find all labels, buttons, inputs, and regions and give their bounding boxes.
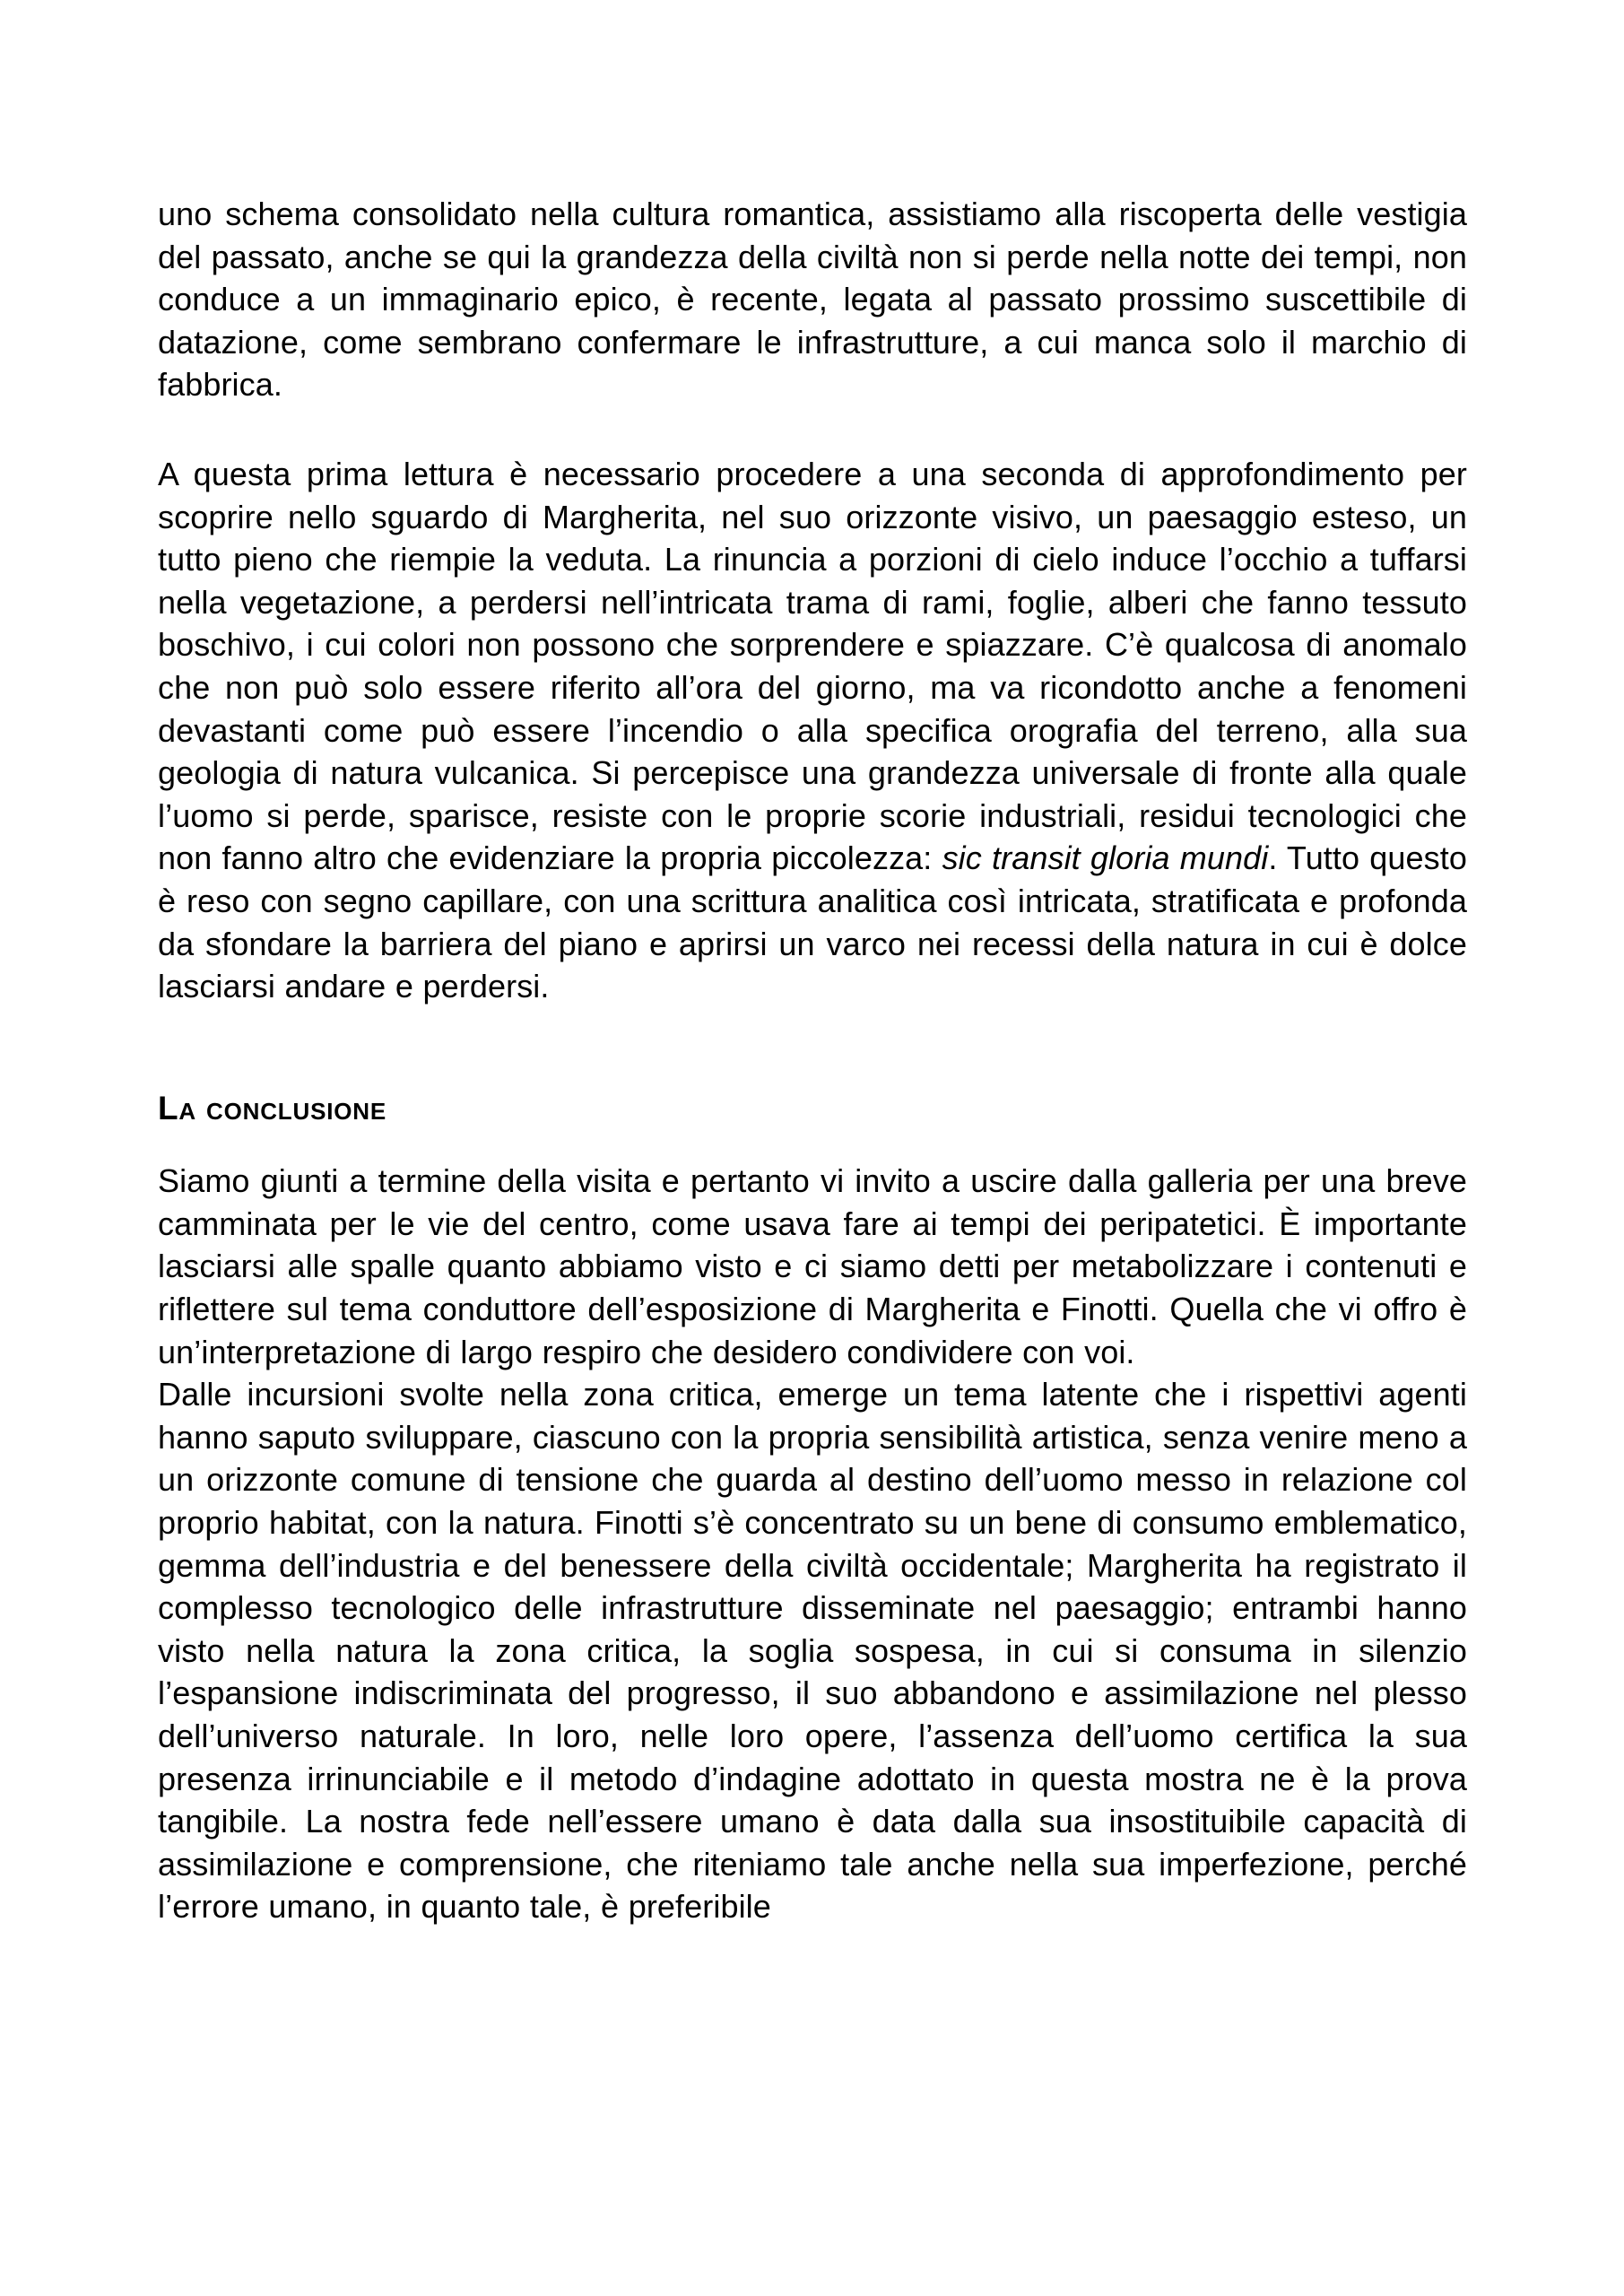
italic-text-run: sic transit gloria mundi [942,839,1269,877]
intro-paragraph-2 [158,453,1467,1008]
intro-paragraph-1 [158,193,1467,406]
text-run: A questa prima lettura è necessario procedere a una seconda di approfondimento per scoprire nello sguardo di Margherita, nel suo orizzonte visivo, un paesaggio esteso, un tutto pieno che riempie la veduta. La rinuncia a porzioni di cielo induce l’occhio a tuffarsi nella vegetazione, a perdersi nell’intricata trama di rami, foglie, alberi che fanno tessuto boschivo, i cui colori non possono che sorprendere e spiazzare. C’è qualcosa di anomalo che non può solo essere riferito all’ora del giorno, ma va ricondotto anche a fenomeni devastanti come può essere l’incendio o alla specifica orografia del terreno, alla sua geologia di natura vulcanica. Si percepisce una grandezza universale di fronte alla quale l’uomo si perde, sparisce, resiste con le proprie scorie industriali, residui tecnologici che non fanno altro che evidenziare la propria piccolezza: [158,455,1467,877]
text-run: uno schema consolidato nella cultura romantica, assistiamo alla riscoperta delle vestigia del passato, anche se qui la grandezza della civiltà non si perde nella notte dei tempi, non conduce a un immaginario epico, è recente, legata al passato prossimo suscettibile di datazione, come sembrano confermare le infrastrutture, a cui manca solo il marchio di fabbrica. [158,196,1467,404]
text-run: Siamo giunti a termine della visita e pertanto vi invito a uscire dalla galleria per una breve camminata per le vie del centro, come usava fare ai tempi dei peripatetici. È importante lasciarsi alle spalle quanto abbiamo visto e ci siamo detti per metabolizzare i contenuti e riflettere sul tema conduttore dell’esposizione di Margherita e Finotti. Quella che vi offro è un’interpretazione di largo respiro che desidero condividere con voi. [158,1162,1467,1370]
conclusion-paragraph-1 [158,1160,1467,1373]
section-heading-la-conclusione: La conclusione [158,1089,386,1126]
conclusion-paragraph-2 [158,1373,1467,1928]
text-run: . Tutto questo è reso con segno capillare, con una scrittura analitica così intricata, stratificata e profonda da sfondare la barriera del piano e aprirsi un varco nei recessi della natura in cui è dolce lasciarsi andare e perdersi. [158,839,1467,1005]
text-run: Dalle incursioni svolte nella zona critica, emerge un tema latente che i rispettivi agenti hanno saputo sviluppare, ciascuno con la propria sensibilità artistica, senza venire meno a un orizzonte comune di tensione che guarda al destino dell’uomo messo in relazione col proprio habitat, con la natura. Finotti s’è concentrato su un bene di consumo emblematico, gemma dell’industria e del benessere della civiltà occidentale; Margherita ha registrato il complesso tecnologico delle infrastrutture disseminate nel paesaggio; entrambi hanno visto nella natura la zona critica, la soglia sospesa, in cui si consuma in silenzio l’espansione indiscriminata del progresso, il suo abbandono e assimilazione nel plesso dell’universo naturale. In loro, nelle loro opere, l’assenza dell’uomo certifica la sua presenza irrinunciabile e il metodo d’indagine adottato in questa mostra ne è la prova tangibile. La nostra fede nell’essere umano è data dalla sua insostituibile capacità di assimilazione e comprensione, che riteniamo tale anche nella sua imperfezione, perché l’errore umano, in quanto tale, è preferibile [158,1376,1467,1926]
